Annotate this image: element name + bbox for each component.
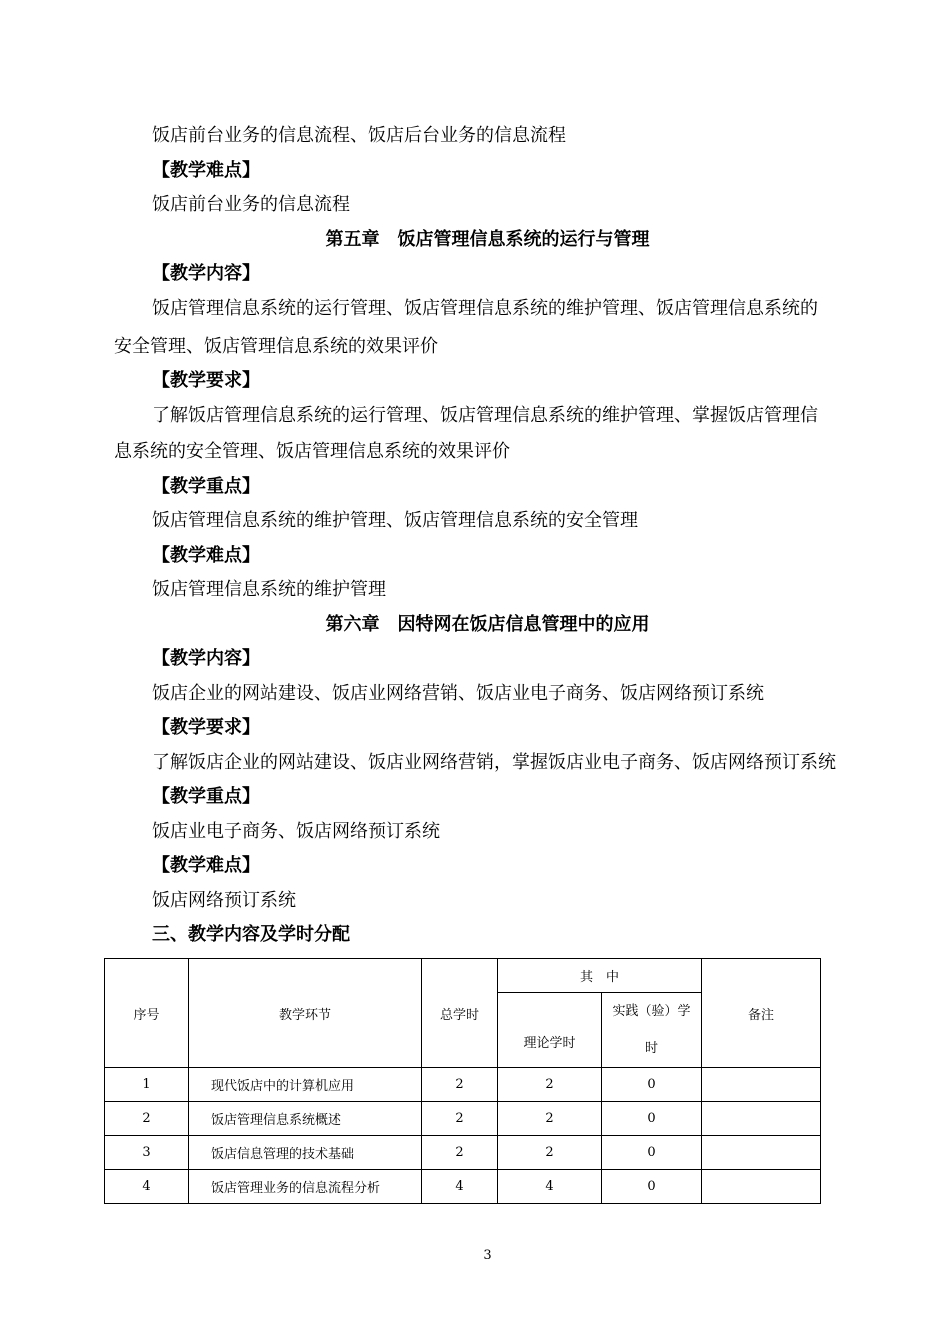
cell-total: 2 <box>422 1102 498 1136</box>
cell-theory: 2 <box>498 1136 602 1170</box>
paragraph-text: 饭店企业的网站建设、饭店业网络营销、饭店业电子商务、饭店网络预订系统 <box>152 683 764 704</box>
cell-section: 现代饭店中的计算机应用 <box>189 1068 422 1102</box>
paragraph-text: 了解饭店管理信息系统的运行管理、饭店管理信息系统的维护管理、掌握饭店管理信 <box>152 405 818 426</box>
cell-remark <box>702 1136 821 1170</box>
table-row <box>105 1136 821 1170</box>
section-heading: 【教学难点】 <box>152 855 260 876</box>
paragraph-text: 息系统的安全管理、饭店管理信息系统的效果评价 <box>114 441 510 462</box>
header-practice-hours: 实践（验）学时 <box>602 993 702 1068</box>
page-number: 3 <box>483 1248 492 1263</box>
cell-theory: 2 <box>498 1068 602 1102</box>
cell-section: 饭店管理信息系统概述 <box>189 1102 422 1136</box>
cell-seq: 2 <box>105 1102 189 1136</box>
header-among: 其 中 <box>498 959 702 993</box>
cell-practice: 0 <box>602 1136 702 1170</box>
cell-total: 2 <box>422 1068 498 1102</box>
header-theory-hours: 理论学时 <box>498 993 602 1068</box>
cell-remark <box>702 1102 821 1136</box>
cell-theory: 2 <box>498 1102 602 1136</box>
header-remark: 备注 <box>702 959 821 1068</box>
header-section: 教学环节 <box>189 959 422 1068</box>
paragraph-text: 饭店管理信息系统的维护管理 <box>152 579 386 600</box>
section-heading: 【教学内容】 <box>152 263 260 284</box>
cell-seq: 4 <box>105 1170 189 1204</box>
cell-section: 饭店管理业务的信息流程分析 <box>189 1170 422 1204</box>
paragraph-text: 饭店业电子商务、饭店网络预订系统 <box>152 821 440 842</box>
section-heading: 【教学要求】 <box>152 717 260 738</box>
cell-remark <box>702 1170 821 1204</box>
cell-total: 4 <box>422 1170 498 1204</box>
section-heading: 【教学难点】 <box>152 160 260 181</box>
cell-remark <box>702 1068 821 1102</box>
chapter-title: 第五章 饭店管理信息系统的运行与管理 <box>325 229 650 250</box>
cell-practice: 0 <box>602 1068 702 1102</box>
cell-seq: 1 <box>105 1068 189 1102</box>
table-row <box>105 1068 821 1102</box>
paragraph-text: 了解饭店企业的网站建设、饭店业网络营销，掌握饭店业电子商务、饭店网络预订系统 <box>152 752 836 773</box>
paragraph-text: 安全管理、饭店管理信息系统的效果评价 <box>114 336 438 357</box>
paragraph-text: 饭店管理信息系统的维护管理、饭店管理信息系统的安全管理 <box>152 510 638 531</box>
header-seq: 序号 <box>105 959 189 1068</box>
table-row <box>105 1170 821 1204</box>
paragraph-text: 饭店前台业务的信息流程、饭店后台业务的信息流程 <box>152 125 566 146</box>
hours-allocation-table <box>104 958 821 1204</box>
chapter-title: 第六章 因特网在饭店信息管理中的应用 <box>325 614 650 635</box>
section-heading: 三、教学内容及学时分配 <box>152 924 350 945</box>
paragraph-text: 饭店网络预订系统 <box>152 890 296 911</box>
cell-practice: 0 <box>602 1170 702 1204</box>
paragraph-text: 饭店管理信息系统的运行管理、饭店管理信息系统的维护管理、饭店管理信息系统的 <box>152 298 818 319</box>
cell-practice: 0 <box>602 1102 702 1136</box>
section-heading: 【教学要求】 <box>152 370 260 391</box>
paragraph-text: 饭店前台业务的信息流程 <box>152 194 350 215</box>
section-heading: 【教学内容】 <box>152 648 260 669</box>
header-total-hours: 总学时 <box>422 959 498 1068</box>
section-heading: 【教学重点】 <box>152 786 260 807</box>
cell-theory: 4 <box>498 1170 602 1204</box>
cell-seq: 3 <box>105 1136 189 1170</box>
cell-total: 2 <box>422 1136 498 1170</box>
cell-section: 饭店信息管理的技术基础 <box>189 1136 422 1170</box>
section-heading: 【教学重点】 <box>152 476 260 497</box>
table-row <box>105 1102 821 1136</box>
section-heading: 【教学难点】 <box>152 545 260 566</box>
